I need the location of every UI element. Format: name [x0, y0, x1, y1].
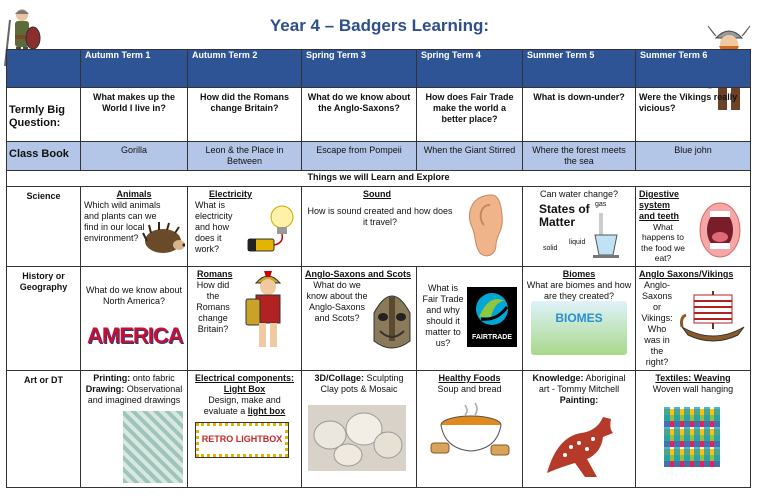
weaving-image [664, 407, 720, 467]
states-of-matter-graphic [539, 203, 590, 229]
viking-ship-icon [680, 287, 746, 349]
history-6-title: Anglo Saxons/Vikings [639, 268, 734, 279]
science-term-6 [636, 186, 751, 266]
history-1-text: What do we know about North America? [85, 284, 183, 306]
beaker-icon [591, 209, 621, 259]
science-1-title: Animals [116, 188, 152, 199]
art-5-body: Aboriginal art - Tommy Mitchell [538, 372, 626, 394]
class-book-label: Class Book [7, 142, 81, 171]
science-label: Science [7, 186, 81, 266]
art-4-title: Healthy Foods [438, 372, 501, 383]
art-dt-label: Art or DT [7, 370, 81, 487]
open-mouth-icon [698, 201, 742, 259]
science-6-title: Digestive system and teeth [639, 188, 680, 221]
science-3-text: How is sound created and how does it travel? [307, 205, 453, 227]
gas-label: gas [595, 200, 607, 208]
big-question-6: Were the Vikings really vicious? [636, 88, 751, 142]
page-title: Year 4 – Badgers Learning: [269, 16, 490, 35]
history-3-title: Anglo-Saxons and Scots [305, 268, 412, 279]
science-row [7, 186, 751, 266]
fabric-print-image [123, 411, 183, 483]
science-term-1 [81, 186, 188, 266]
art-2-text-link: light box [247, 405, 286, 416]
art-dt-row [7, 370, 751, 487]
class-book-6: Blue john [636, 142, 751, 171]
term-header-2: Autumn Term 2 [188, 50, 302, 88]
term-header-row [7, 50, 751, 88]
science-term-5 [523, 186, 636, 266]
america-flag-text: AMERICA [87, 322, 183, 348]
art-2-text [191, 395, 298, 417]
history-term-6 [636, 266, 751, 370]
art-5-painting-label: Painting [559, 394, 596, 405]
big-question-5: What is down-under? [523, 88, 636, 142]
art-3-title: 3D/Collage: [314, 372, 364, 383]
states-of-matter-line1: States of [539, 201, 590, 216]
states-of-matter-line2: Matter [539, 215, 576, 230]
art-5-text [526, 373, 632, 395]
art-5-title: Knowledge: [532, 372, 584, 383]
kangaroo-art-image [527, 407, 627, 483]
solid-label: solid [543, 244, 558, 252]
art-1-drawing-label: Drawing: [85, 383, 125, 394]
science-2-title: Electricity [209, 188, 253, 199]
history-geography-label: History or Geography [7, 266, 81, 370]
big-question-label: Termly Big Question: [7, 88, 81, 142]
header-blank-cell [7, 50, 81, 88]
soup-bowl-icon [429, 401, 513, 461]
history-term-4 [417, 266, 523, 370]
art-term-5 [523, 370, 636, 487]
term-header-1: Autumn Term 1 [81, 50, 188, 88]
ear-icon [462, 191, 506, 261]
curriculum-table [6, 49, 751, 488]
term-header-5: Summer Term 5 [523, 50, 636, 88]
hedgehog-icon [141, 221, 185, 257]
big-question-1: What makes up the World I live in? [81, 88, 188, 142]
history-term-5 [523, 266, 636, 370]
art-2-text-main: Design, make and evaluate a [203, 394, 281, 416]
fairtrade-logo [467, 287, 517, 347]
clay-pots-image [308, 405, 406, 471]
art-1-printing-text: onto fabric [130, 372, 175, 383]
anglo-saxon-helmet-icon [370, 283, 414, 355]
class-book-2: Leon & the Place in Between [188, 142, 302, 171]
class-book-1: Gorilla [81, 142, 188, 171]
history-2-title: Romans [197, 268, 233, 279]
science-term-3-4 [302, 186, 523, 266]
biomes-image-text: BIOMES [555, 310, 603, 325]
fairtrade-text: FAIRTRADE [471, 333, 513, 341]
retro-lightbox-image: RETRO LIGHTBOX [196, 423, 288, 457]
history-term-2 [188, 266, 302, 370]
history-5-title: Biomes [562, 268, 596, 279]
history-3-text: What do we know about the Anglo-Saxons and Scots? [306, 279, 368, 323]
art-6-text: Woven wall hanging [652, 383, 734, 394]
big-question-row [7, 88, 751, 142]
art-4-text: Soup and bread [437, 383, 502, 394]
class-book-5: Where the forest meets the sea [523, 142, 636, 171]
history-term-3 [302, 266, 417, 370]
class-book-row [7, 142, 751, 171]
science-3-title: Sound [363, 188, 391, 199]
art-term-3 [302, 370, 417, 487]
art-term-6 [636, 370, 751, 487]
things-heading: Things we will Learn and Explore [7, 170, 751, 186]
science-term-2 [188, 186, 302, 266]
things-heading-row [7, 170, 751, 186]
liquid-label: liquid [569, 238, 586, 246]
science-6-text: What happens to the food we eat? [641, 221, 685, 263]
art-term-2 [188, 370, 302, 487]
biomes-image [531, 301, 627, 355]
history-term-1 [81, 266, 188, 370]
history-2-text: How did the Romans change Britain? [196, 279, 230, 334]
term-header-6: Summer Term 6 [636, 50, 751, 88]
art-term-1 [81, 370, 188, 487]
art-3-text [305, 373, 413, 395]
history-geography-row [7, 266, 751, 370]
art-2-title: Electrical components: Light Box [194, 372, 295, 394]
art-6-title: Textiles: Weaving [655, 372, 731, 383]
art-1-drawing-text: Observational and imagined drawings [87, 383, 183, 405]
class-book-3: Escape from Pompeii [302, 142, 417, 171]
art-1-printing [84, 373, 184, 384]
roman-soldier-icon [242, 269, 294, 353]
art-term-4 [417, 370, 523, 487]
art-3-body: Sculpting Clay pots & Mosaic [320, 372, 404, 394]
history-4-text: What is Fair Trade and why should it matter to us? [422, 282, 464, 348]
art-5-painting: Painting: [559, 394, 599, 405]
science-5-text: Can water change? [539, 188, 619, 199]
art-1-drawing [84, 384, 184, 406]
science-1-text: Which wild animals and plants can we find in our local environment? [84, 199, 161, 243]
big-question-2: How did the Romans change Britain? [188, 88, 302, 142]
history-5-text: What are biomes and how are they created? [526, 279, 632, 301]
term-header-3: Spring Term 3 [302, 50, 417, 88]
big-question-3: What do we know about the Anglo-Saxons? [302, 88, 417, 142]
history-6-text: Anglo-Saxons or Vikings: Who was in the right? [641, 279, 673, 367]
fairtrade-mark-icon [467, 287, 517, 331]
term-header-4: Spring Term 4 [417, 50, 523, 88]
class-book-4: When the Giant Stirred [417, 142, 523, 171]
science-2-text: What is electricity and how does it work? [195, 199, 233, 254]
big-question-4: How does Fair Trade make the world a better place? [417, 88, 523, 142]
art-1-printing-label: Printing: [93, 372, 131, 383]
lightbulb-battery-icon [244, 203, 298, 255]
